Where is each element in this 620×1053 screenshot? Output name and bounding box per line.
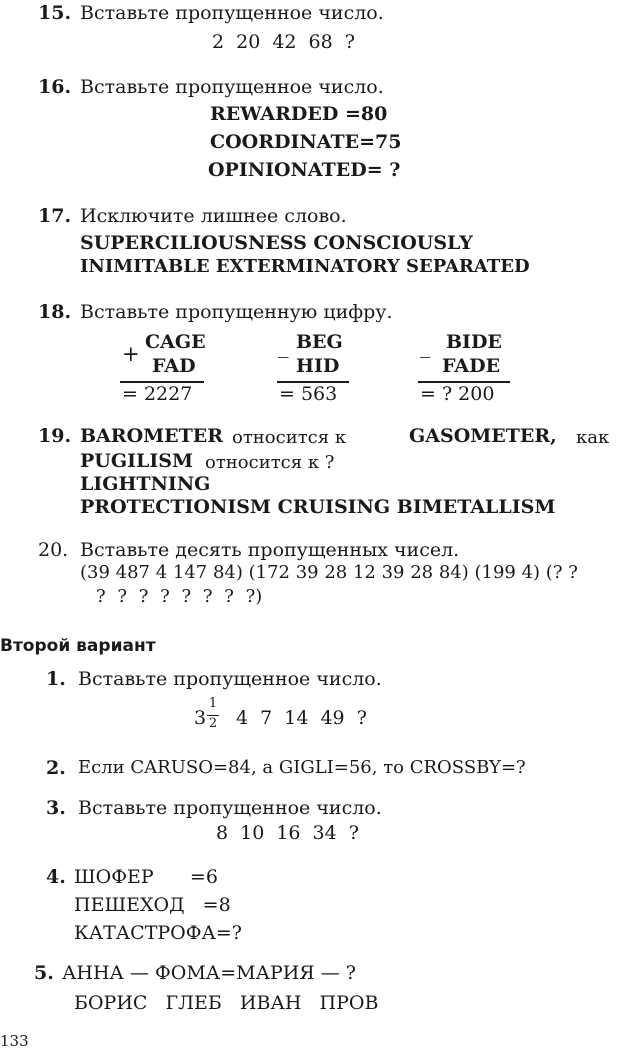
v2-q5-options: БОРИС ГЛЕБ ИВАН ПРОВ <box>74 992 379 1014</box>
q18-block3-top: BIDE <box>446 331 502 353</box>
q18-block1-top: CAGE <box>145 331 206 353</box>
q19-word-pugilism: PUGILISM <box>80 450 193 472</box>
v2-q1-frac-denominator: 2 <box>208 716 218 731</box>
q15-sequence: 2 20 42 68 ? <box>212 31 355 53</box>
v2-q5-number: 5. <box>34 962 54 984</box>
q19-text-relates-2: относится к ? <box>205 452 335 473</box>
q17-number: 17. <box>38 205 72 227</box>
q18-block3-bottom: FADE <box>442 355 501 377</box>
q18-block1-sign: + <box>122 342 140 366</box>
q17-words-line-2: INIMITABLE EXTERMINATORY SEPARATED <box>80 256 530 277</box>
q20-numbers-line-1: (39 487 4 147 84) (172 39 28 12 39 28 84) (199 4) (? ? <box>80 562 578 583</box>
v2-q1-whole: 3 <box>194 707 207 729</box>
v2-q3-instruction: Вставьте пропущенное число. <box>78 797 382 819</box>
v2-q5-line-1: АННА — ФОМА=МАРИЯ — ? <box>62 962 356 984</box>
q18-block3-sign: _ <box>420 334 431 358</box>
q19-text-relates-1: относится к <box>232 427 347 448</box>
v2-q4-number: 4. <box>46 866 66 888</box>
q18-number: 18. <box>38 301 72 323</box>
v2-q4-line-1: ШОФЕР =6 <box>74 866 218 888</box>
q19-text-as: как <box>576 427 610 448</box>
q16-line-2: COORDINATE=75 <box>210 131 402 153</box>
v2-q2-text: Если CARUSO=84, а GIGLI=56, то CROSSBY=? <box>78 757 526 778</box>
q16-line-1: REWARDED =80 <box>210 103 388 125</box>
v2-q3-sequence: 8 10 16 34 ? <box>216 822 359 844</box>
v2-q1-instruction: Вставьте пропущенное число. <box>78 668 382 690</box>
q17-instruction: Исключите лишнее слово. <box>80 205 347 227</box>
v2-q1-sequence: 4 7 14 49 ? <box>236 707 367 729</box>
q18-block1-result: = 2227 <box>122 383 193 405</box>
v2-q4-line-3: КАТАСТРОФА=? <box>74 922 242 944</box>
page-number: 133 <box>0 1032 29 1050</box>
q18-instruction: Вставьте пропущенную цифру. <box>80 301 393 323</box>
section-title: Второй вариант <box>0 636 156 656</box>
q20-instruction: Вставьте десять пропущенных чисел. <box>80 539 460 561</box>
q19-number: 19. <box>38 425 72 447</box>
q20-number: 20. <box>38 539 69 561</box>
q20-numbers-line-2: ? ? ? ? ? ? ? ?) <box>96 586 263 607</box>
q19-word-barometer: BAROMETER <box>80 425 224 447</box>
q18-block2-result: = 563 <box>279 383 338 405</box>
v2-q2-number: 2. <box>46 757 66 779</box>
v2-q3-number: 3. <box>46 797 66 819</box>
q15-number: 15. <box>38 2 72 24</box>
q15-instruction: Вставьте пропущенное число. <box>80 2 384 24</box>
q17-words-line-1: SUPERCILIOUSNESS CONSCIOUSLY <box>80 232 473 254</box>
q16-number: 16. <box>38 76 72 98</box>
q18-block1-bottom: FAD <box>152 355 196 377</box>
q18-block3-result: = ? 200 <box>420 383 495 405</box>
v2-q4-line-2: ПЕШЕХОД =8 <box>74 894 231 916</box>
q19-word-lightning: LIGHTNING <box>80 473 211 495</box>
q16-instruction: Вставьте пропущенное число. <box>80 76 384 98</box>
q18-block2-bottom: HID <box>296 355 340 377</box>
v2-q1-frac-numerator: 1 <box>208 696 218 711</box>
q18-block2-top: BEG <box>296 331 343 353</box>
q19-options-line: PROTECTIONISM CRUISING BIMETALLISM <box>80 496 556 518</box>
q16-line-3: OPINIONATED= ? <box>208 159 401 181</box>
v2-q1-number: 1. <box>46 668 66 690</box>
q18-block2-sign: _ <box>278 334 289 358</box>
q19-word-gasometer: GASOMETER, <box>409 425 557 447</box>
